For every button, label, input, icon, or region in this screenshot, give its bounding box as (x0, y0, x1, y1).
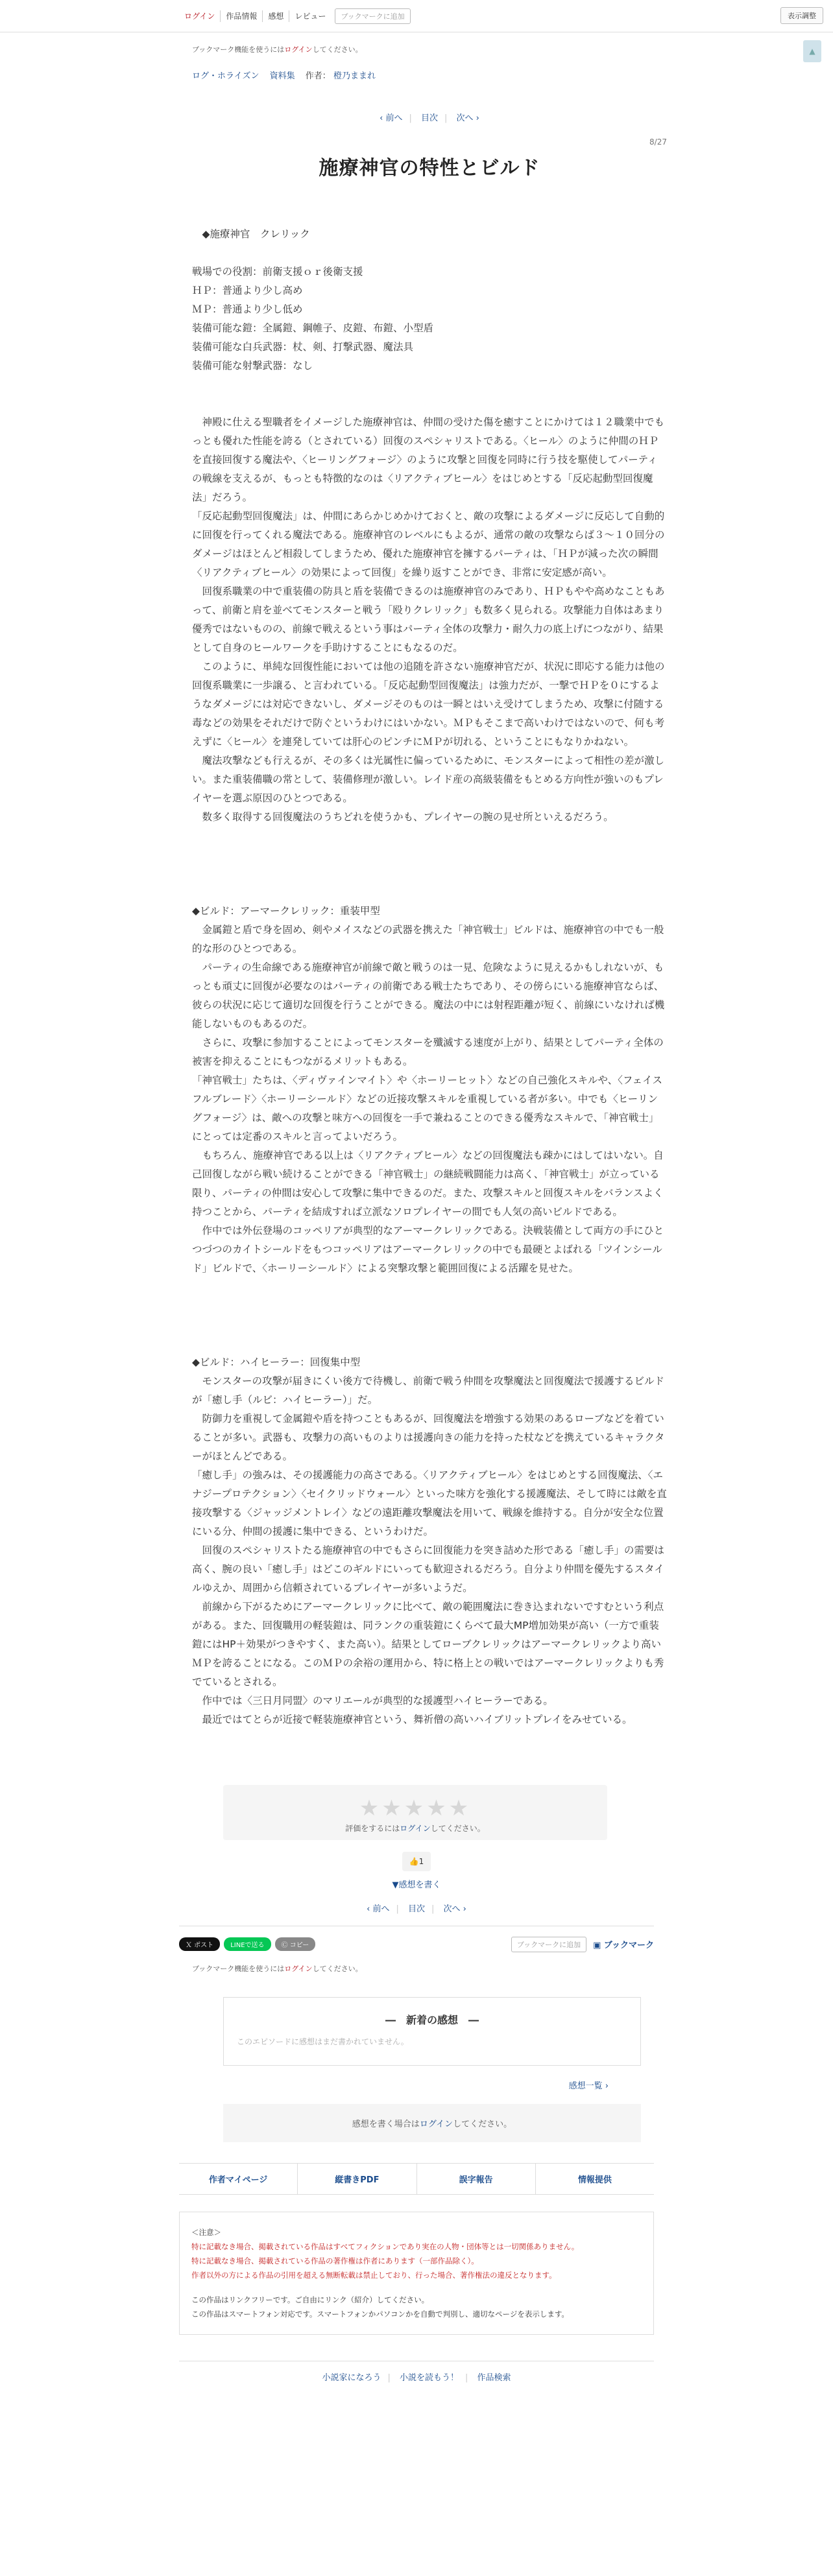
toc-link-bottom[interactable]: 目次 (407, 1904, 425, 1914)
body-paragraph: ＭＰ：普通より少し低め (192, 303, 303, 315)
bookmark-add-button-bottom[interactable]: ブックマークに追加 (511, 1937, 586, 1952)
body-paragraph: 防御力を重視して金属鎧や盾を持つこともあるが、回復魔法を増強する効果のあるローブなどを着ていることが多い。武器も、攻撃力の高いものよりは援護向きの能力を持った杖などを携えているキャラクターがほとんどである。 (192, 1413, 665, 1462)
body-paragraph: 装備可能な鎧：全属鎧、鋼帷子、皮鎧、布鎧、小型盾 (192, 322, 434, 334)
body-paragraph: 「反応起動型回復魔法」は、仲間にあらかじめかけておくと、敵の攻撃によるダメージに反応して自動的に回復を行ってくれる魔法である。施療神官のレベルにもよるが、通常の敵の攻撃ならば３～１０回分のダメージはほとんど相殺してしまうため、優れた施療神官を擁するパーティは、「ＨＰが減った次の瞬間〈リアクティブヒール〉の効果によって回復」を繰り返すことができ、非常に安定感が高い。 (192, 510, 665, 578)
author-label: 作者： (305, 71, 331, 81)
body-paragraph: このように、単純な回復性能においては他の追随を許さない施療神官だが、状況に即応する能力は他の回復系職業に一歩譲る、と言われている。「反応起動型回復魔法」は強力だが、一撃でＨＰを０にするようなダメージには対応できないし、ダメージそのものは一瞬とはいえ受けてしまうため、攻撃に付随する毒などの効果をそれだけで防ぐというわけにはいかない。ＭＰもそこまで高いわけではないので、何も考えずに〈ヒール〉を連発していては肝心のピンチにＭＰが切れる、ということにもなりかねない。 (192, 661, 665, 748)
body-paragraph: ◆ビルド：アーマークレリック：重装甲型 (192, 905, 380, 917)
page-number: 8/27 (649, 137, 667, 147)
impressions-title: ― 新着の感想 ― (385, 2014, 479, 2026)
body-paragraph: さらに、攻撃に参加することによってモンスターを殲滅する速度が上がり、結果としてパーティ全体の被害を抑えることにもつながるメリットもある。 (192, 1037, 664, 1067)
notice-prefix: ブックマーク機能を使うには (192, 45, 285, 54)
next-link[interactable]: 次へ › (456, 113, 479, 123)
body-blank-line (192, 1297, 667, 1316)
body-blank-line (192, 883, 667, 902)
body-paragraph: 前線から下がるためにアーマークレリックに比べて、敵の範囲魔法に巻き込まれないですむという利点がある。また、回復職用の軽装鎧は、同ランクの重装鎧にくらべて最大MP増加効果が高い（一方で重装鎧にはHP＋効果がつきやすく、また高い）。結果としてローブクレリックはアーマークレリックより高いＭＰを誇ることになる。このＭＰの余裕の運用から、特に格上との戦いではアーマークレリックよりも秀でているとされる。 (192, 1601, 664, 1688)
caution-line-2: この作品はスマートフォン対応です。スマートフォンかパソコンかを自動で判別し、適切なページを表示します。 (191, 2310, 569, 2319)
series-line (192, 69, 667, 81)
notice-suffix-bottom: してください。 (312, 1965, 363, 1973)
info-provide-link[interactable]: 情報提供 (577, 2175, 612, 2185)
like-button[interactable] (402, 1852, 431, 1871)
caution-red-1: 特に記載なき場合、掲載されている作品はすべてフィクションであり実在の人物・団体等とは一切関係ありません。 (191, 2242, 579, 2251)
impressions-link[interactable]: 感想 (263, 10, 289, 22)
body-paragraph: ◆ビルド：ハイヒーラー：回復集中型 (192, 1356, 361, 1368)
body-blank-line (192, 1316, 667, 1334)
scroll-top-icon[interactable]: ▲ (803, 40, 821, 62)
prev-link[interactable]: ‹ 前へ (380, 113, 403, 123)
share-bar (179, 1926, 654, 1954)
x-post-button[interactable]: Ｘ ポスト (179, 1937, 220, 1951)
top-bar (0, 0, 833, 32)
bookmark-notice-bottom (192, 1963, 654, 1974)
login-link[interactable]: ログイン (179, 10, 221, 22)
episode-title: 施療神官の特性とビルド (319, 157, 540, 180)
narou-link[interactable]: 小説家になろう (322, 2373, 381, 2383)
thumbs-up-icon: 👍 (409, 1857, 419, 1866)
vertical-pdf-link[interactable]: 縦書きPDF (298, 2164, 416, 2194)
bookmark-label: ブックマーク (603, 1941, 654, 1950)
impressions-box (223, 1997, 641, 2066)
rating-note-suffix: してください。 (430, 1824, 485, 1833)
body-paragraph: 数多く取得する回復魔法のうちどれを使うかも、プレイヤーの腕の見せ所といえるだろう。 (192, 811, 614, 823)
body-paragraph: 装備可能な白兵武器：杖、剣、打撃武器、魔法具 (192, 341, 414, 353)
body-blank-line (192, 244, 667, 263)
review-link[interactable]: レビュー (295, 12, 326, 21)
body-paragraph: もちろん、施療神官である以上は〈リアクティブヒール〉などの回復魔法も疎かにはしてはいない。自己回復しながら戦い続けることができる「神官戦士」の継続戦闘能力は高く、「神官戦士」が立っている限り、パーティの仲間は安心して攻撃に集中できるのだ。また、攻撃スキルと回復スキルをバランスよく持つことから、パーティを結成すれば立派なソロプレイヤーの間でも人気の高いビルドである。 (192, 1150, 664, 1218)
impressions-login-note (223, 2104, 641, 2142)
yomou-link[interactable]: 小説を読もう！ (399, 2373, 459, 2383)
impressions-login-prefix: 感想を書く場合は (352, 2120, 420, 2129)
like-count: 1 (418, 1857, 424, 1866)
caution-red-2: 特に記載なき場合、掲載されている作品の著作権は作者にあります（一部作品除く）。 (191, 2256, 479, 2265)
toc-link[interactable]: 目次 (420, 113, 438, 123)
author-mypage-link[interactable]: 作者マイページ (179, 2164, 298, 2194)
body-blank-line (192, 864, 667, 883)
caution-red-3: 作者以外の方による作品の引用を超える無断転載は禁止しており、行った場合、著作権法の違反となります。 (191, 2271, 557, 2280)
bookmark-link[interactable] (593, 1938, 654, 1950)
body-blank-line (192, 375, 667, 394)
bookmark-add-button[interactable]: ブックマークに追加 (335, 8, 410, 24)
impressions-login-suffix: してください。 (453, 2120, 513, 2129)
next-link-bottom[interactable]: 次へ › (443, 1904, 466, 1914)
episode-body (192, 206, 667, 1729)
main-content (192, 44, 667, 1729)
series-title-link[interactable]: ログ・ホライズン (192, 71, 260, 81)
body-paragraph: 最近ではてとらが近接で軽装施療神官という、舞祈僧の高いハイブリットプレイをみせている。 (192, 1714, 633, 1725)
body-paragraph: パーティの生命線である施療神官が前線で敵と戦うのは一見、危険なように見えるかもしれないが、もっとも頑丈に回復が必要なのはパーティの前衛である戦士たちであり、その傍らにいる施療神官ならば、彼らの状況に応じて適切な回復を行うことができる。魔法の中には射程距離が短く、前線にいなければ機能しないものもあるのだ。 (192, 962, 665, 1030)
notice-login-link[interactable]: ログイン (284, 45, 313, 54)
body-paragraph: 「癒し手」の強みは、その援護能力の高さである。〈リアクティブヒール〉をはじめとする回復魔法、〈エナジープロテクション〉〈セイクリッドウォール〉といった味方を強化する援護魔法、そして時には敵を直接攻撃する〈ジャッジメントレイ〉などの遠距離攻撃魔法を用いて、戦線を維持する。自分が安全な位置にいる分、仲間の援護に集中できる、というわけだ。 (192, 1469, 667, 1537)
lower-content (179, 1963, 654, 2383)
body-blank-line (192, 827, 667, 845)
body-blank-line (192, 1278, 667, 1297)
impressions-more-link[interactable]: 感想一覧 › (568, 2081, 609, 2091)
body-paragraph: 金属鎧と盾で身を固め、剣やメイスなどの武器を携えた「神官戦士」ビルドは、施療神官の中でも一般的な形のひとつである。 (192, 924, 664, 954)
caution-box (179, 2212, 654, 2335)
footer-links (179, 2163, 654, 2195)
body-blank-line (192, 206, 667, 225)
body-blank-line (192, 1334, 667, 1353)
body-paragraph: 装備可能な射撃武器：なし (192, 360, 313, 372)
body-paragraph: ◆施療神官 クレリック (192, 228, 310, 240)
body-paragraph: 回復のスペシャリストたる施療神官の中でもさらに回復能力を突き詰めた形である「癒し手」の需要は高く、腕の良い「癒し手」はどこのギルドにいっても歓迎されるだろう。自分より仲間を優先するスタイルゆえか、周囲から信頼されているプレイヤーが多いようだ。 (192, 1544, 664, 1594)
body-paragraph: 戦場での役割：前衛支援ｏｒ後衛支援 (192, 266, 363, 278)
rating-login-link[interactable]: ログイン (400, 1824, 431, 1833)
body-blank-line (192, 845, 667, 864)
star-rating-icon[interactable]: ★★★★★ (359, 1795, 472, 1821)
body-paragraph: 神殿に仕える聖職者をイメージした施療神官は、仲間の受けた傷を癒すことにかけては１２職業中でもっとも優れた性能を誇る（とされている）回復のスペシャリストである。〈ヒール〉のように仲間のＨＰを直接回復する魔法や、〈ヒーリングフォージ〉のように攻撃と回復を同時に行う技を駆使してパーティの戦線を支えるが、もっとも特徴的なのは〈リアクティブヒール〉をはじめとする「反応起動型回復魔法」だろう。 (192, 416, 665, 503)
pager-bottom: ‹ 前へ | 目次 | 次へ › (367, 1904, 466, 1914)
prev-link-bottom[interactable]: ‹ 前へ (367, 1904, 390, 1914)
notice-login-link-bottom[interactable]: ログイン (284, 1965, 313, 1973)
bookmark-icon: ▣ (593, 1941, 604, 1950)
body-paragraph: 「神官戦士」たちは、〈ディヴァインマイト〉や〈ホーリーヒット〉などの自己強化スキルや、〈フェイスフルブレード〉〈ホーリーシールド〉などの近接攻撃スキルを重視している者が多い。中でも〈ヒーリングフォージ〉は、敵への攻撃と味方への回復を一手で兼ねることのできる優秀なスキルで、「神官戦士」にとっては定番のスキルと言ってよいだろう。 (192, 1074, 662, 1142)
rating-note (223, 1823, 607, 1834)
notice-suffix: してください。 (312, 45, 363, 54)
caution-title: ＜注意＞ (191, 2228, 221, 2237)
body-paragraph: モンスターの攻撃が届きにくい後方で待機し、前衛で戦う仲間を攻撃魔法と回復魔法で援護するビルドが「癒し手（ルビ：ハイヒーラー）」だ。 (192, 1375, 665, 1406)
rating-box (223, 1785, 607, 1840)
body-paragraph: 魔法攻撃なども行えるが、その多くは光属性に偏っているために、モンスターによって相性の差が激しい。また重装備職の常として、装備修理が激しい。レイド産の高級装備をもとめる方向性が強いのもプレイヤーを選ぶ原因のひとつである。 (192, 755, 665, 804)
write-impression-link[interactable]: ▼感想を書く (392, 1880, 441, 1890)
impressions-login-link[interactable]: ログイン (419, 2120, 453, 2129)
line-share-button[interactable]: LINEで送る (224, 1937, 271, 1951)
bookmark-notice (192, 44, 667, 54)
body-paragraph: ＨＰ：普通より少し高め (192, 285, 303, 296)
caution-line-1: この作品はリンクフリーです。ご自由にリンク（紹介）してください。 (191, 2295, 429, 2304)
body-paragraph: 作中では外伝登場のコッペリアが典型的なアーマークレリックである。決戦装備として両方の手にひとつづつのカイトシールドをもつコッペリアはアーマークレリックの中でも最硬とよばれる「ツインシールド」ビルドで、〈ホーリーシールド〉による突撃攻撃と範囲回復による活躍を見せた。 (192, 1225, 664, 1274)
typo-report-link[interactable]: 誤字報告 (417, 2164, 536, 2194)
search-link[interactable]: 作品検索 (477, 2373, 511, 2383)
display-adjust-button[interactable]: 表示調整 (780, 7, 823, 24)
share-right (507, 1937, 654, 1952)
body-paragraph: 作中では〈三日月同盟〉のマリエールが典型的な援護型ハイヒーラーである。 (192, 1695, 553, 1707)
pager-top: ‹ 前へ | 目次 | 次へ › (380, 113, 479, 123)
bottom-nav: 小説家になろう | 小説を読もう！ | 作品検索 (179, 2361, 654, 2383)
author-link[interactable]: 橙乃ままれ (333, 71, 376, 81)
top-nav (179, 0, 654, 32)
body-paragraph: 回復系職業の中で重装備の防具と盾を装備できるのは施療神官のみであり、ＨＰもやや高めなこともあって、前衛と肩を並べてモンスターと戦う「殴りクレリック」も数多く見られる。攻撃能力自体はあまり優秀ではないものの、前線で戦えるという事はパーティ全体の攻撃力・耐久力の底上げにつながり、結果として自身のヒールワークを手助けすることにもなるのだ。 (192, 585, 665, 654)
impressions-empty: このエピソードに感想はまだ書かれていません。 (237, 2037, 409, 2046)
work-info-link[interactable]: 作品情報 (221, 10, 263, 22)
copy-button[interactable]: Ⓒ コピー (275, 1937, 316, 1951)
notice-prefix-bottom: ブックマーク機能を使うには (192, 1965, 285, 1973)
caution-spacer (191, 2282, 642, 2293)
body-blank-line (192, 394, 667, 413)
rating-area (179, 1785, 654, 1914)
section-link[interactable]: 資料集 (269, 71, 295, 81)
rating-note-prefix: 評価をするには (345, 1824, 400, 1833)
